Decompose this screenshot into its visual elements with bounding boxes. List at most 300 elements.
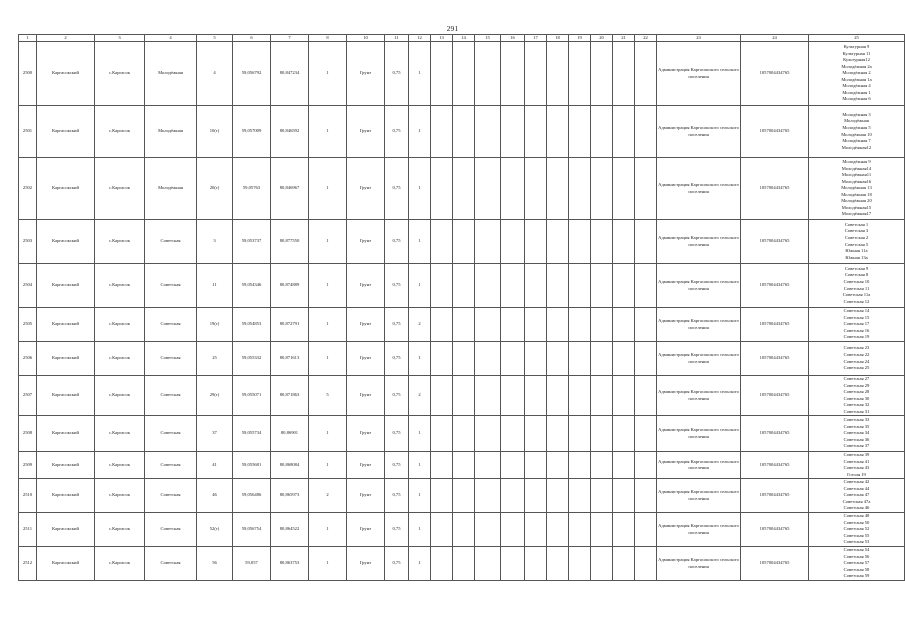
empty-cell [525,106,547,158]
street-cell: Советская [145,376,197,416]
row-number-cell: 2502 [19,158,37,220]
empty-cell [475,158,501,220]
empty-cell [635,106,657,158]
empty-cell [613,220,635,264]
area-cell: 0,75 [385,513,409,547]
settlement-cell: с.Каргасок [95,42,145,106]
empty-cell [525,308,547,342]
empty-cell [635,452,657,479]
house-number-cell: 3 [197,220,233,264]
served-address: Советская 32 [843,402,870,408]
authority-cell: Администрация Каргасокского сельского поселения [657,308,741,342]
row-number-cell: 2500 [19,42,37,106]
served-address: Советская 53 [843,539,870,545]
served-address: Советская 11а [842,292,871,298]
district-cell: Каргасокский [37,158,95,220]
empty-cell [569,42,591,106]
served-address: Молодёжная 5 [842,124,871,130]
served-address: Молодёжная 6 [842,96,871,102]
longitude-cell: 80,865973 [271,479,309,513]
street-cell: Молодёжная [145,158,197,220]
settlement-cell: с.Каргасок [95,376,145,416]
empty-cell [431,264,453,308]
column-number-cell: 4 [145,35,197,42]
served-address: Южная 11а [845,248,868,254]
column-number-cell: 17 [525,35,547,42]
empty-cell [475,513,501,547]
served-addresses-cell [809,547,905,581]
ogrn-cell: 1057004434765 [741,547,809,581]
empty-cell [501,42,525,106]
served-addresses-cell [809,342,905,376]
empty-cell [547,220,569,264]
district-cell: Каргасокский [37,308,95,342]
column-number-cell: 7 [271,35,309,42]
served-address: Советская 14 [843,308,870,314]
container-count-cell: 1 [309,342,347,376]
district-cell: Каргасокский [37,376,95,416]
empty-cell [547,376,569,416]
served-address: Молодёжная 1а [841,76,872,82]
empty-cell [635,158,657,220]
longitude-cell: 80,846592 [271,106,309,158]
empty-cell [635,342,657,376]
empty-cell [635,308,657,342]
street-cell: Советская [145,342,197,376]
empty-cell [569,547,591,581]
served-address: Советская 42 [843,479,870,485]
empty-cell [635,513,657,547]
empty-cell [525,264,547,308]
empty-cell [613,513,635,547]
column-number-cell: 21 [613,35,635,42]
longitude-cell: 80,871863 [271,376,309,416]
empty-cell [591,308,613,342]
latitude-cell: 59,057009 [233,106,271,158]
empty-cell [613,42,635,106]
column-12-cell: 2 [409,308,431,342]
container-count-cell: 1 [309,513,347,547]
served-address: Советская 1 [844,221,869,227]
served-address: Советская 25 [843,365,870,371]
longitude-cell: 80,863753 [271,547,309,581]
area-cell: 0,75 [385,479,409,513]
empty-cell [635,479,657,513]
table-row [19,479,905,513]
column-12-cell: 1 [409,342,431,376]
empty-cell [547,547,569,581]
served-addresses-cell [809,264,905,308]
table-row [19,547,905,581]
latitude-cell: 59,053737 [233,220,271,264]
empty-cell [591,158,613,220]
house-number-cell: 52(г) [197,513,233,547]
table-row [19,106,905,158]
container-count-cell: 5 [309,376,347,416]
served-address: Советская 11 [843,285,870,291]
longitude-cell: 80,877550 [271,220,309,264]
empty-cell [569,220,591,264]
served-address: Советская 17 [843,321,870,327]
empty-cell [501,106,525,158]
surface-type-cell: Грунт [347,342,385,376]
column-12-cell: 1 [409,106,431,158]
served-address: Молодёжная11 [841,172,872,178]
served-address: Советская 55 [843,532,870,538]
latitude-cell: 59,057 [233,547,271,581]
served-address: Молодёжная 2а [841,63,872,69]
ogrn-cell: 1057004434765 [741,342,809,376]
container-count-cell: 1 [309,42,347,106]
empty-cell [453,479,475,513]
served-address: Молодёжная 9 [842,159,871,165]
row-number-cell: 2505 [19,308,37,342]
container-count-cell: 1 [309,264,347,308]
surface-type-cell: Грунт [347,220,385,264]
area-cell: 0,75 [385,220,409,264]
served-address: Советская 54 [843,547,870,553]
column-12-cell: 1 [409,452,431,479]
row-number-cell: 2506 [19,342,37,376]
authority-cell: Администрация Каргасокского сельского поселения [657,452,741,479]
table-row [19,513,905,547]
district-cell: Каргасокский [37,220,95,264]
house-number-cell: 56 [197,547,233,581]
street-cell: Советская [145,547,197,581]
served-address: Советская 47 [843,492,870,498]
served-address: Советская 34 [843,430,870,436]
served-address: Советская 47а [842,498,871,504]
empty-cell [475,106,501,158]
empty-cell [525,547,547,581]
table-row [19,158,905,220]
empty-cell [475,416,501,452]
surface-type-cell: Грунт [347,106,385,158]
table-row [19,264,905,308]
empty-cell [431,308,453,342]
empty-cell [635,416,657,452]
ogrn-cell: 1057004434765 [741,376,809,416]
row-number-cell: 2512 [19,547,37,581]
empty-cell [501,376,525,416]
empty-cell [501,416,525,452]
house-number-cell: 10(г) [197,106,233,158]
empty-cell [591,452,613,479]
empty-cell [547,452,569,479]
empty-cell [547,158,569,220]
column-number-cell: 20 [591,35,613,42]
empty-cell [453,220,475,264]
settlement-cell: с.Каргасок [95,308,145,342]
column-number-cell: 5 [197,35,233,42]
settlement-cell: с.Каргасок [95,479,145,513]
district-cell: Каргасокский [37,42,95,106]
authority-cell: Администрация Каргасокского сельского поселения [657,158,741,220]
column-number-cell: 15 [475,35,501,42]
empty-cell [591,376,613,416]
authority-cell: Администрация Каргасокского сельского поселения [657,547,741,581]
empty-cell [431,342,453,376]
row-number-cell: 2503 [19,220,37,264]
column-number-cell: 16 [501,35,525,42]
row-number-cell: 2507 [19,376,37,416]
empty-cell [525,513,547,547]
empty-cell [453,158,475,220]
empty-cell [569,106,591,158]
empty-cell [501,342,525,376]
column-number-cell: 2 [37,35,95,42]
empty-cell [501,220,525,264]
settlement-cell: с.Каргасок [95,416,145,452]
table-row [19,416,905,452]
latitude-cell: 59,056486 [233,479,271,513]
served-addresses-cell [809,376,905,416]
district-cell: Каргасокский [37,547,95,581]
empty-cell [613,342,635,376]
ogrn-cell: 1057004434765 [741,308,809,342]
container-count-cell: 1 [309,220,347,264]
house-number-cell: 25 [197,342,233,376]
served-address: Советская 2 [844,234,869,240]
empty-cell [431,547,453,581]
served-address: Молодёжная 13 [841,185,872,191]
empty-cell [453,376,475,416]
empty-cell [431,220,453,264]
latitude-cell: 59,056792 [233,42,271,106]
district-cell: Каргасокский [37,342,95,376]
empty-cell [431,513,453,547]
settlement-cell: с.Каргасок [95,452,145,479]
served-address: Советская 58 [843,566,870,572]
served-address: Молодёжная 10 [841,131,872,137]
empty-cell [635,264,657,308]
area-cell: 0,75 [385,308,409,342]
authority-cell: Администрация Каргасокского сельского поселения [657,106,741,158]
empty-cell [569,376,591,416]
authority-cell: Администрация Каргасокского сельского поселения [657,220,741,264]
empty-cell [431,479,453,513]
served-address: Советская 16 [843,327,870,333]
empty-cell [613,106,635,158]
area-cell: 0,75 [385,342,409,376]
served-address: Советская 56 [843,553,870,559]
served-address: Советская 44 [843,485,870,491]
empty-cell [475,452,501,479]
surface-type-cell: Грунт [347,158,385,220]
empty-cell [453,416,475,452]
surface-type-cell: Грунт [347,416,385,452]
empty-cell [525,416,547,452]
empty-cell [591,42,613,106]
street-cell: Советская [145,479,197,513]
authority-cell: Администрация Каргасокского сельского поселения [657,342,741,376]
empty-cell [525,479,547,513]
served-address: Советская 3 [844,228,869,234]
empty-cell [525,452,547,479]
table-row [19,342,905,376]
empty-cell [525,376,547,416]
district-cell: Каргасокский [37,264,95,308]
area-cell: 0,75 [385,106,409,158]
empty-cell [547,264,569,308]
served-address: Советская 41 [843,458,870,464]
empty-cell [501,452,525,479]
served-address: Молодёжная15 [841,204,872,210]
empty-cell [613,308,635,342]
district-cell: Каргасокский [37,416,95,452]
served-address: Южная 13а [845,254,868,260]
empty-cell [453,513,475,547]
table-row [19,42,905,106]
empty-cell [635,42,657,106]
empty-cell [431,158,453,220]
served-address: Советская 35 [843,423,870,429]
container-count-cell: 1 [309,106,347,158]
row-number-cell: 2504 [19,264,37,308]
empty-cell [591,106,613,158]
latitude-cell: 59,055734 [233,416,271,452]
column-number-cell: 3 [95,35,145,42]
settlement-cell: с.Каргасок [95,547,145,581]
container-count-cell: 1 [309,547,347,581]
served-address: Советская 33 [843,417,870,423]
area-cell: 0,75 [385,158,409,220]
latitude-cell: 59,055071 [233,376,271,416]
empty-cell [547,416,569,452]
served-addresses-cell [809,106,905,158]
column-12-cell: 1 [409,513,431,547]
surface-type-cell: Грунт [347,264,385,308]
empty-cell [475,220,501,264]
settlement-cell: с.Каргасок [95,264,145,308]
served-address: Молодёжная17 [841,211,872,217]
empty-cell [453,452,475,479]
empty-cell [547,513,569,547]
column-12-cell: 2 [409,376,431,416]
empty-cell [525,220,547,264]
served-address: Советская 50 [843,519,870,525]
empty-cell [525,158,547,220]
served-addresses-cell [809,158,905,220]
settlement-cell: с.Каргасок [95,513,145,547]
empty-cell [501,547,525,581]
served-address: Молодёжная 3 [842,111,871,117]
empty-cell [591,416,613,452]
served-address: Культурная 11 [842,50,871,56]
empty-cell [475,376,501,416]
ogrn-cell: 1057004434765 [741,513,809,547]
authority-cell: Администрация Каргасокского сельского поселения [657,42,741,106]
column-number-cell: 14 [453,35,475,42]
container-count-cell: 1 [309,308,347,342]
surface-type-cell: Грунт [347,42,385,106]
latitude-cell: 59,055332 [233,342,271,376]
longitude-cell: 80,872791 [271,308,309,342]
empty-cell [475,264,501,308]
empty-cell [613,264,635,308]
table-row [19,220,905,264]
area-cell: 0,75 [385,264,409,308]
house-number-cell: 11 [197,264,233,308]
empty-cell [613,452,635,479]
served-address: Советская 39 [843,452,870,458]
served-address: Советская 59 [843,573,870,579]
longitude-cell: 80,846967 [271,158,309,220]
registry-body [19,35,905,581]
empty-cell [525,342,547,376]
row-number-cell: 2509 [19,452,37,479]
served-address: Советская 29 [843,382,870,388]
served-address: Молодёжная16 [841,178,872,184]
empty-cell [547,106,569,158]
column-number-cell: 12 [409,35,431,42]
empty-cell [525,42,547,106]
served-addresses-cell [809,416,905,452]
street-cell: Советская [145,452,197,479]
empty-cell [591,479,613,513]
column-number-cell: 19 [569,35,591,42]
empty-cell [569,452,591,479]
area-cell: 0,75 [385,547,409,581]
row-number-cell: 2508 [19,416,37,452]
district-cell: Каргасокский [37,452,95,479]
served-address: Культурная 9 [843,44,870,50]
area-cell: 0,75 [385,42,409,106]
served-address: Молодёжная14 [841,165,872,171]
served-address: Советская 12 [843,298,870,304]
street-cell: Советская [145,513,197,547]
container-count-cell: 2 [309,479,347,513]
empty-cell [635,547,657,581]
area-cell: 0,75 [385,416,409,452]
served-address: Молодёжная 1 [842,89,871,95]
empty-cell [475,547,501,581]
empty-cell [453,308,475,342]
served-address: Советская 43 [843,465,870,471]
empty-cell [547,479,569,513]
container-count-cell: 1 [309,416,347,452]
served-address: Молодёжная 18 [841,191,872,197]
empty-cell [453,42,475,106]
served-address: Советская 30 [843,395,870,401]
empty-cell [453,342,475,376]
longitude-cell: 80,86901 [271,416,309,452]
served-address: Культурная12 [843,57,870,63]
column-number-cell: 6 [233,35,271,42]
column-number-cell: 1 [19,35,37,42]
served-address: Гоголя 19 [847,471,866,477]
empty-cell [547,308,569,342]
served-addresses-cell [809,42,905,106]
table-row [19,452,905,479]
settlement-cell: с.Каргасок [95,342,145,376]
ogrn-cell: 1057004434765 [741,416,809,452]
column-number-cell: 24 [741,35,809,42]
row-number-cell: 2501 [19,106,37,158]
surface-type-cell: Грунт [347,547,385,581]
served-address: Советская 10 [843,278,870,284]
registry-table [18,34,905,581]
served-address: Молодёжная 4 [842,83,871,89]
column-12-cell: 1 [409,416,431,452]
authority-cell: Администрация Каргасокского сельского поселения [657,513,741,547]
served-address: Советская 19 [843,334,870,340]
empty-cell [453,264,475,308]
ogrn-cell: 1057004434765 [741,264,809,308]
house-number-cell: 41 [197,452,233,479]
served-address: Советская 24 [843,358,870,364]
authority-cell: Администрация Каргасокского сельского поселения [657,479,741,513]
